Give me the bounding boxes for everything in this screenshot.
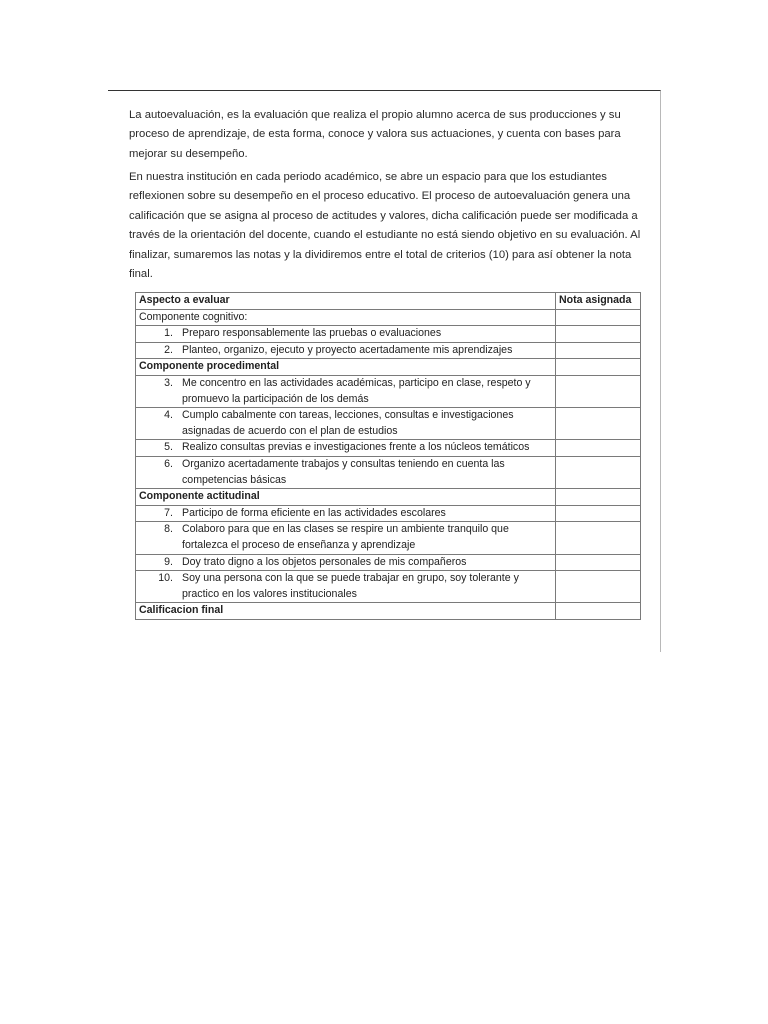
item-text: Cumplo cabalmente con tareas, lecciones, consultas e investigaciones asignadas de acuerdo con el plan de estudios xyxy=(182,409,514,437)
item-text: Colaboro para que en las clases se respire un ambiente tranquilo que fortalezca el proceso de enseñanza y aprendizaje xyxy=(182,523,509,551)
table-row xyxy=(136,408,641,440)
table-row xyxy=(136,554,641,571)
section-procedural: Componente procedimental xyxy=(136,359,556,376)
self-evaluation-table xyxy=(135,292,641,620)
final-grade-cell[interactable] xyxy=(556,603,641,620)
grade-cell[interactable] xyxy=(556,375,641,407)
item-number: 4. xyxy=(164,409,173,422)
grade-cell[interactable] xyxy=(556,522,641,554)
item-number: 8. xyxy=(164,523,173,536)
section-cognitive: Componente cognitivo: xyxy=(136,309,556,326)
section-row-cognitive xyxy=(136,309,641,326)
item-text: Preparo responsablemente las pruebas o evaluaciones xyxy=(182,327,442,340)
table-row xyxy=(136,440,641,457)
item-text: Me concentro en las actividades académicas, participo en clase, respeto y promuevo la participación de los demás xyxy=(182,376,531,405)
grade-cell[interactable] xyxy=(556,505,641,522)
item-number: 6. xyxy=(164,457,173,470)
table-header-row xyxy=(136,293,641,310)
grade-cell[interactable] xyxy=(556,554,641,571)
section-cognitive-grade xyxy=(556,309,641,326)
intro-paragraph-2: En nuestra institución en cada periodo académico, se abre un espacio para que los estudiantes reflexionen sobre su desempeño en el proceso educativo. El proceso de autoevaluación genera una calificación que se asigna al proceso de actitudes y valores, dicha calificación puede ser modificada a través de la orientación del docente, cuando el estudiante no está siendo objetivo en su evaluación. Al finalizar, sumaremos las notas y la dividiremos entre el total de criterios (10) para así obtener la nota final. xyxy=(129,171,641,281)
item-text: Doy trato digno a los objetos personales de mis compañeros xyxy=(182,555,467,568)
item-text: Planteo, organizo, ejecuto y proyecto acertadamente mis aprendizajes xyxy=(182,343,513,356)
table-row xyxy=(136,326,641,343)
item-text: Organizo acertadamente trabajos y consultas teniendo en cuenta las competencias básicas xyxy=(182,457,505,486)
section-row-procedural xyxy=(136,359,641,376)
table-row xyxy=(136,505,641,522)
grade-cell[interactable] xyxy=(556,326,641,343)
grade-cell[interactable] xyxy=(556,440,641,457)
section-row-attitudinal xyxy=(136,489,641,506)
item-text: Soy una persona con la que se puede trabajar en grupo, soy tolerante y practico en los valores institucionales xyxy=(182,572,519,600)
item-number: 9. xyxy=(164,555,173,568)
table-row xyxy=(136,342,641,359)
grade-cell[interactable] xyxy=(556,408,641,440)
section-attitudinal-grade xyxy=(556,489,641,506)
item-number: 10. xyxy=(158,572,173,585)
final-grade-row xyxy=(136,603,641,620)
item-number: 7. xyxy=(164,506,173,519)
table-row xyxy=(136,571,641,603)
section-attitudinal: Componente actitudinal xyxy=(136,489,556,506)
section-procedural-grade xyxy=(556,359,641,376)
document-page xyxy=(108,90,661,652)
item-text: Participo de forma eficiente en las actividades escolares xyxy=(182,506,446,519)
header-aspect: Aspecto a evaluar xyxy=(136,293,556,310)
item-number: 3. xyxy=(164,376,173,389)
item-number: 1. xyxy=(164,327,173,340)
grade-cell[interactable] xyxy=(556,342,641,359)
final-grade-label: Calificacion final xyxy=(136,603,556,620)
header-grade: Nota asignada xyxy=(556,293,641,310)
item-number: 5. xyxy=(164,441,173,454)
table-row xyxy=(136,456,641,488)
grade-cell[interactable] xyxy=(556,456,641,488)
table-row xyxy=(136,375,641,407)
grade-cell[interactable] xyxy=(556,571,641,603)
item-number: 2. xyxy=(164,343,173,356)
item-text: Realizo consultas previas e investigaciones frente a los núcleos temáticos xyxy=(182,441,530,454)
intro-paragraph-1: La autoevaluación, es la evaluación que realiza el propio alumno acerca de sus producciones y su proceso de aprendizaje, de esta forma, conoce y valora sus actuaciones, y cuenta con bases para mejorar su desempeño. xyxy=(129,109,621,160)
table-row xyxy=(136,522,641,554)
